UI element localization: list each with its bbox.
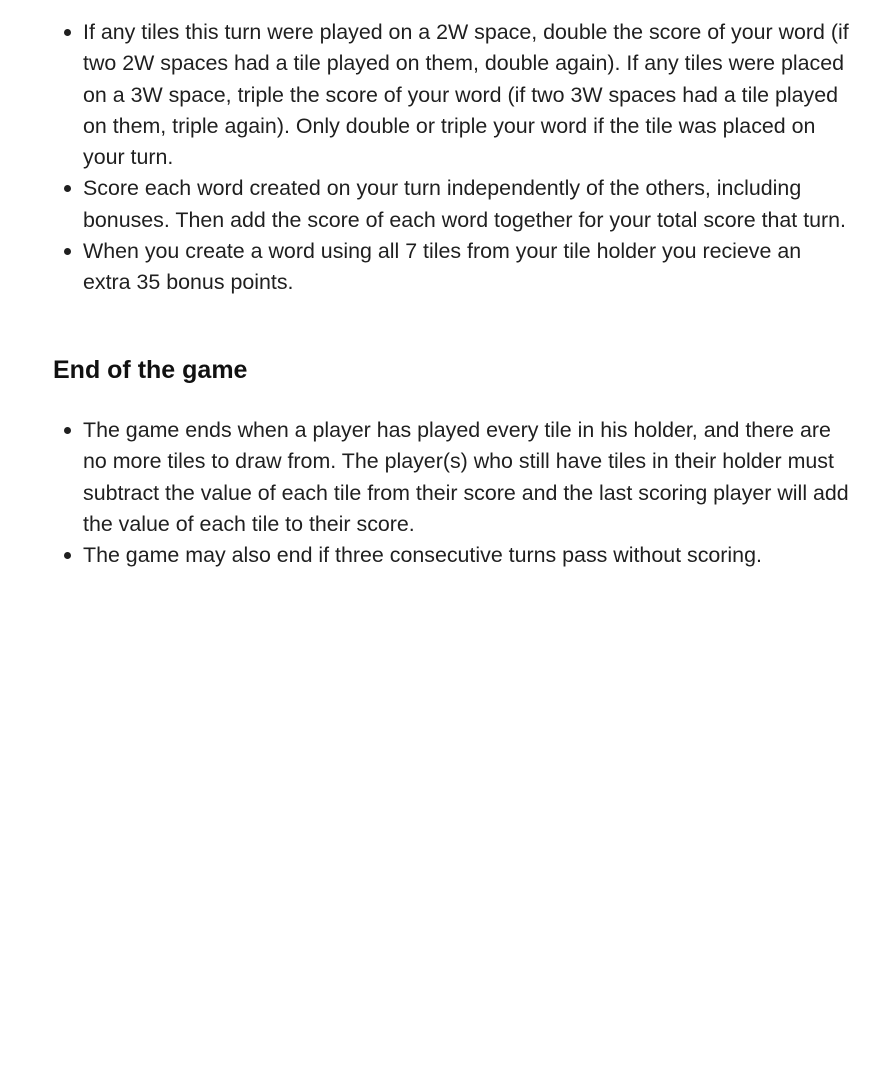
bullet-icon — [64, 29, 71, 36]
bullet-icon — [64, 427, 71, 434]
list-item-text: The game ends when a player has played every tile in his holder, and there are no more tiles to draw from. The player(s) who still have tiles in their holder must subtract the value of each tile from their score and the last scoring player will add the value of each tile to their score. — [83, 418, 849, 536]
list-item — [62, 17, 852, 173]
list-item-text: When you create a word using all 7 tiles from your tile holder you recieve an extra 35 bonus points. — [83, 239, 802, 295]
list-item-text: If any tiles this turn were played on a 2W space, double the score of your word (if two 2W spaces had a tile played on them, double again). If any tiles were placed on a 3W space, triple the score of your word (if two 3W spaces had a tile played on them, triple again). Only double or triple your word if the tile was placed on your turn. — [83, 20, 849, 170]
bullet-icon — [64, 248, 71, 255]
list-item — [62, 173, 852, 236]
list-item-text: Score each word created on your turn independently of the others, including bonuses. Then add the score of each word together for your total score that turn. — [83, 176, 846, 232]
end-of-game-rules-list — [62, 415, 852, 571]
section-heading-end-of-game: End of the game — [53, 356, 248, 384]
list-item-text: The game may also end if three consecutive turns pass without scoring. — [83, 543, 762, 568]
list-item — [62, 540, 852, 571]
list-item — [62, 415, 852, 540]
bullet-icon — [64, 552, 71, 559]
list-item — [62, 236, 852, 299]
bullet-icon — [64, 185, 71, 192]
scoring-rules-list — [62, 17, 852, 299]
